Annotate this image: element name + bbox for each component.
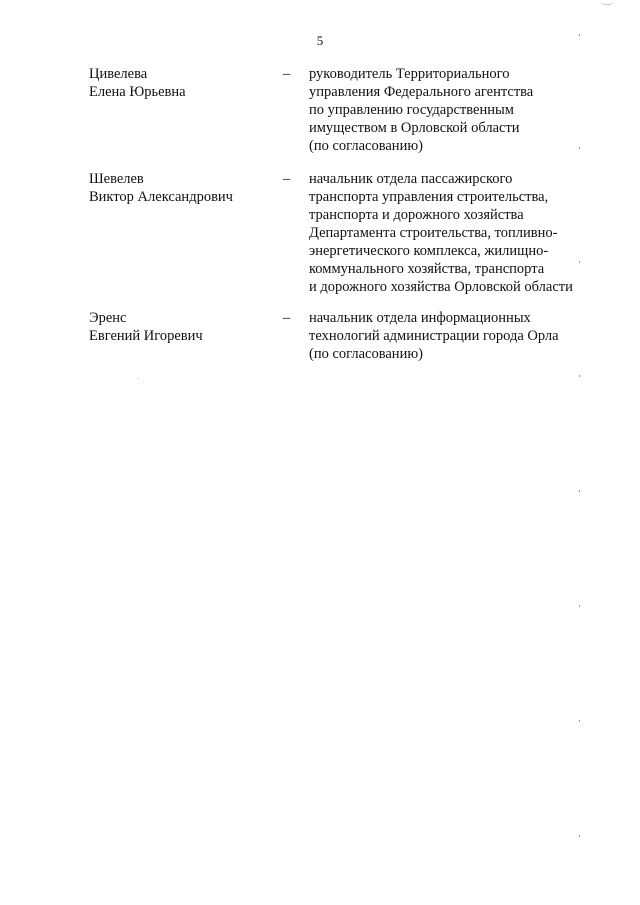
position-line: руководитель Территориального: [309, 66, 510, 82]
margin-tick: [579, 605, 580, 607]
given-names: Евгений Игоревич: [89, 328, 203, 344]
margin-tick: [579, 835, 580, 837]
position-line: Департамента строительства, топливно-: [309, 225, 558, 241]
position-line: технологий администрации города Орла: [309, 328, 559, 344]
given-names: Елена Юрьевна: [89, 84, 186, 100]
dash-separator: –: [283, 66, 291, 82]
surname: Шевелев: [89, 171, 144, 187]
person-name: [89, 170, 279, 206]
scan-speck: [138, 378, 139, 379]
margin-tick: [579, 720, 580, 722]
given-names: Виктор Александрович: [89, 189, 233, 205]
margin-tick: [579, 261, 580, 263]
margin-tick: [579, 490, 580, 492]
margin-tick: [579, 147, 580, 149]
page-number: 5: [316, 33, 324, 48]
margin-tick: [579, 34, 580, 36]
position-line: и дорожного хозяйства Орловской области: [309, 279, 573, 295]
position-line: (по согласованию): [309, 346, 423, 362]
person-name: [89, 65, 279, 101]
position-description: [309, 170, 609, 296]
position-line: начальник отдела пассажирского: [309, 171, 513, 187]
dash-separator: –: [283, 171, 291, 187]
position-line: транспорта управления строительства,: [309, 189, 549, 205]
position-line: энергетического комплекса, жилищно-: [309, 243, 549, 259]
margin-tick: [579, 375, 580, 377]
surname: Цивелева: [89, 66, 148, 82]
person-name: [89, 309, 279, 345]
position-line: коммунального хозяйства, транспорта: [309, 261, 545, 277]
position-description: [309, 65, 609, 155]
position-line: имуществом в Орловской области: [309, 120, 520, 136]
position-line: по управлению государственным: [309, 102, 514, 118]
dash-separator: –: [283, 310, 291, 326]
corner-mark: [600, 0, 614, 5]
position-line: (по согласованию): [309, 138, 423, 154]
position-line: управления Федерального агентства: [309, 84, 534, 100]
position-description: [309, 309, 609, 363]
surname: Эренс: [89, 310, 127, 326]
position-line: транспорта и дорожного хозяйства: [309, 207, 524, 223]
position-line: начальник отдела информационных: [309, 310, 531, 326]
